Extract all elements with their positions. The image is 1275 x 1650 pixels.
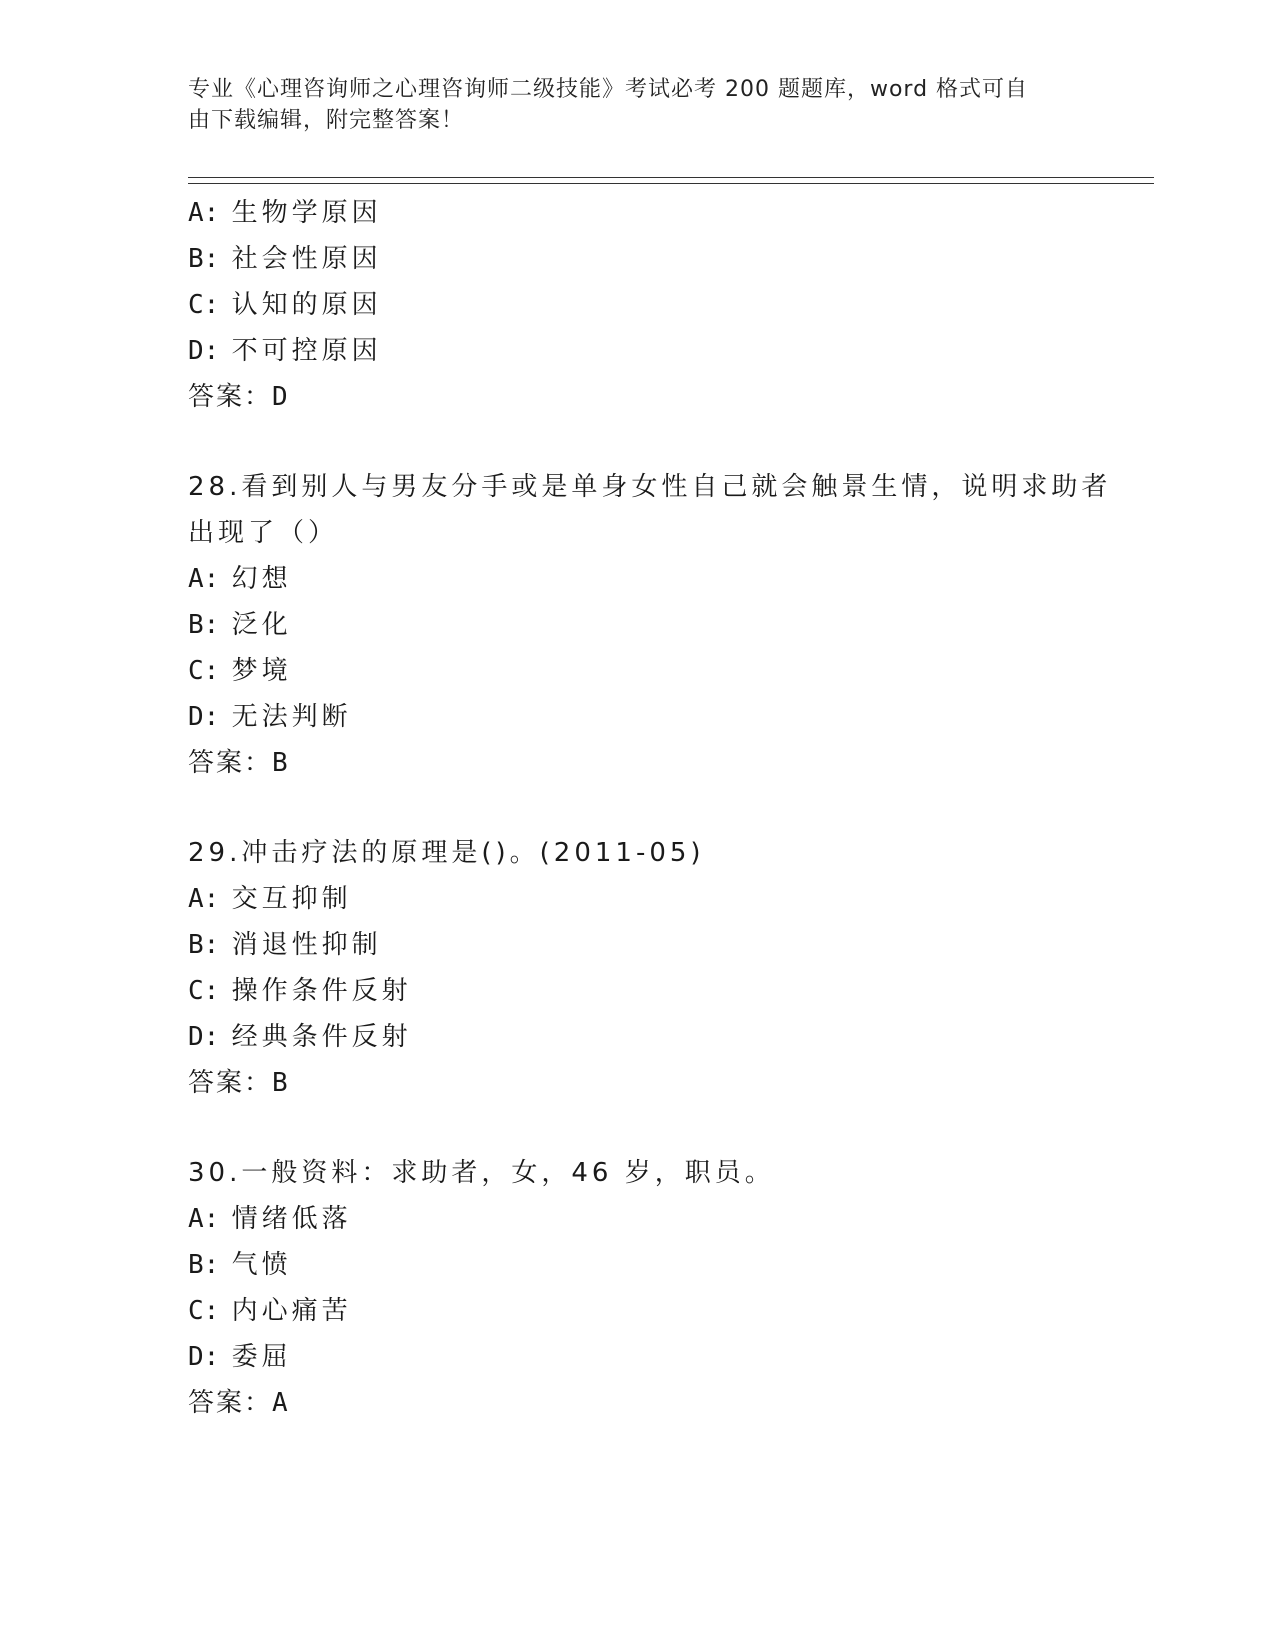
answer-label: 答案： xyxy=(188,382,273,412)
option-letter: D: xyxy=(188,336,220,366)
option-text: 操作条件反射 xyxy=(231,976,412,1006)
option-letter: B: xyxy=(188,1250,220,1280)
option-letter: D: xyxy=(188,1342,220,1372)
answer-label: 答案： xyxy=(188,1388,273,1418)
answer-line xyxy=(188,740,1138,786)
option-a xyxy=(188,190,1138,236)
option-d xyxy=(188,328,1138,374)
option-text: 社会性原因 xyxy=(231,244,382,274)
answer-label: 答案： xyxy=(188,1068,273,1098)
option-a xyxy=(188,556,1138,602)
answer-value: D xyxy=(272,382,290,412)
option-text: 不可控原因 xyxy=(231,336,382,366)
option-letter: A: xyxy=(188,1204,220,1234)
answer-line xyxy=(188,1380,1138,1426)
spacer xyxy=(188,1106,1138,1150)
option-d xyxy=(188,694,1138,740)
option-text: 经典条件反射 xyxy=(231,1022,412,1052)
option-text: 生物学原因 xyxy=(231,198,382,228)
option-letter: B: xyxy=(188,244,220,274)
answer-line xyxy=(188,1060,1138,1106)
option-letter: D: xyxy=(188,1022,220,1052)
option-letter: C: xyxy=(188,1296,220,1326)
option-text: 认知的原因 xyxy=(231,290,382,320)
question-text-line-1: 30.一般资料：求助者，女，46 岁，职员。 xyxy=(188,1158,775,1188)
option-text: 无法判断 xyxy=(231,702,352,732)
answer-value: A xyxy=(272,1388,290,1418)
header-line-1: 专业《心理咨询师之心理咨询师二级技能》考试必考 200 题题库，word 格式可自 xyxy=(188,77,1029,102)
option-text: 情绪低落 xyxy=(231,1204,352,1234)
option-b xyxy=(188,1242,1138,1288)
option-letter: C: xyxy=(188,656,220,686)
question-28 xyxy=(188,464,1138,786)
option-letter: B: xyxy=(188,610,220,640)
option-b xyxy=(188,922,1138,968)
option-c xyxy=(188,648,1138,694)
question-text-line-1: 28.看到别人与男友分手或是单身女性自己就会触景生情，说明求助者 xyxy=(188,472,1112,502)
option-text: 幻想 xyxy=(231,564,292,594)
answer-label: 答案： xyxy=(188,748,273,778)
question-27-continued xyxy=(188,190,1138,420)
option-letter: C: xyxy=(188,976,220,1006)
option-text: 交互抑制 xyxy=(231,884,352,914)
option-d xyxy=(188,1334,1138,1380)
option-a xyxy=(188,1196,1138,1242)
option-text: 气愤 xyxy=(231,1250,292,1280)
header-divider-top xyxy=(188,177,1154,178)
question-29 xyxy=(188,830,1138,1106)
option-text: 消退性抑制 xyxy=(231,930,382,960)
option-b xyxy=(188,602,1138,648)
option-text: 泛化 xyxy=(231,610,292,640)
option-letter: A: xyxy=(188,884,220,914)
option-c xyxy=(188,1288,1138,1334)
question-list xyxy=(188,190,1138,1426)
spacer xyxy=(188,786,1138,830)
option-a xyxy=(188,876,1138,922)
option-letter: B: xyxy=(188,930,220,960)
option-letter: A: xyxy=(188,564,220,594)
document-header xyxy=(188,74,1088,136)
option-b xyxy=(188,236,1138,282)
question-30 xyxy=(188,1150,1138,1426)
option-d xyxy=(188,1014,1138,1060)
option-text: 梦境 xyxy=(231,656,292,686)
option-c xyxy=(188,968,1138,1014)
header-divider-bottom xyxy=(188,183,1154,184)
answer-value: B xyxy=(272,1068,290,1098)
header-line-2: 由下载编辑，附完整答案！ xyxy=(188,108,465,133)
option-text: 委屈 xyxy=(231,1342,292,1372)
option-text: 内心痛苦 xyxy=(231,1296,352,1326)
question-text-line-1: 29.冲击疗法的原理是()。(2011-05) xyxy=(188,838,705,868)
option-letter: C: xyxy=(188,290,220,320)
answer-value: B xyxy=(272,748,290,778)
option-c xyxy=(188,282,1138,328)
option-letter: D: xyxy=(188,702,220,732)
spacer xyxy=(188,420,1138,464)
answer-line xyxy=(188,374,1138,420)
question-text-line-2: 出现了（） xyxy=(188,518,339,548)
option-letter: A: xyxy=(188,198,220,228)
